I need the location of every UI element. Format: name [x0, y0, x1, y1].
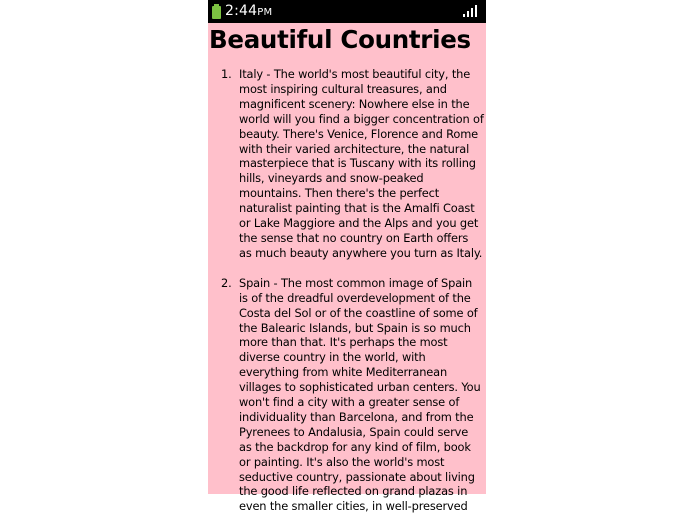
status-bar [208, 0, 486, 23]
list-item-number: 1. [221, 67, 232, 81]
clock-time: 2:44 [225, 3, 258, 19]
clock-ampm: PM [257, 7, 273, 18]
status-clock [225, 2, 272, 22]
country-list [208, 67, 486, 514]
battery-icon [212, 4, 221, 19]
list-item-spain [208, 276, 486, 514]
signal-icon [463, 5, 477, 17]
page-title: Beautiful Countries [209, 25, 471, 54]
list-item-text: Spain - The most common image of Spain is of the dreadful overdevelopment of the Costa del Sol or of the coastline of some of the Balearic Islands, but Spain is so much more than that. It's perhaps the most diverse country in the world, with everything from white Mediterranean villages to sophisticated urban centers. You won't find a city with a greater sense of individuality than Barcelona, and from the Pyrenees to Andalusia, Spain could serve as the backdrop for any kind of film, book or painting. It's also the world's most seductive country, passionate about living the good life reflected on grand plazas in even the smaller cities, in well-preserved [239, 275, 481, 514]
list-item-text: Italy - The world's most beautiful city, the most inspiring cultural treasures, and magnificent scenery: Nowhere else in the world will you find a bigger concentration of beauty. There's Venice, Florence and Rome with their varied architecture, the natural masterpiece that is Tuscany with its rolling hills, vineyards and snow-peaked mountains. Then there's the perfect naturalist painting that is the Amalfi Coast or Lake Maggiore and the Alps and you get the sense that no country on Earth offers as much beauty anywhere you turn as Italy. [239, 67, 484, 260]
phone-screen [208, 0, 486, 514]
list-item-italy [208, 67, 486, 261]
list-item-number: 2. [221, 275, 232, 290]
page-content[interactable] [208, 23, 486, 514]
